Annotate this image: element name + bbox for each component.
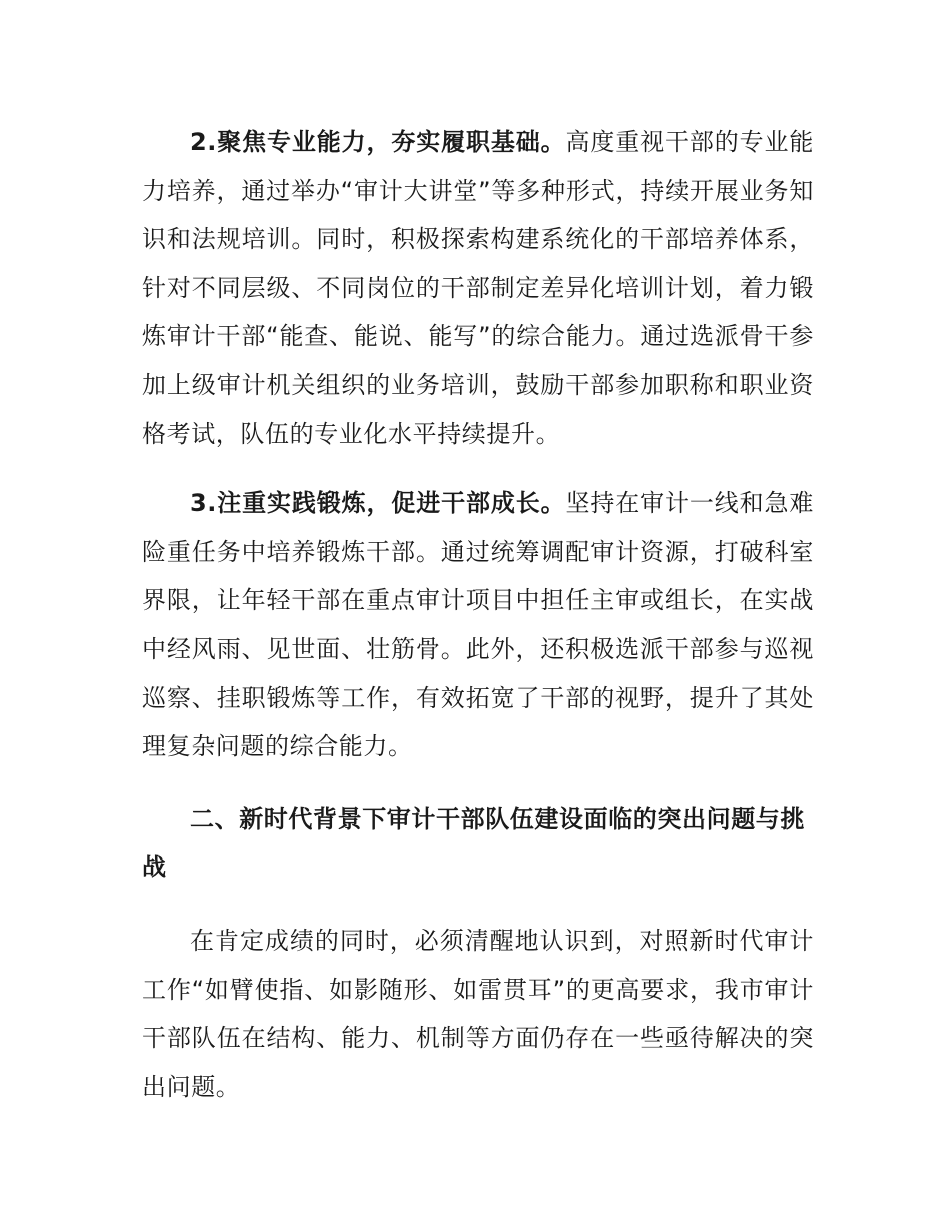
paragraph-professional-ability — [142, 118, 814, 458]
paragraph-body: 坚持在审计一线和急难险重任务中培养锻炼干部。通过统筹调配审计资源，打破科室界限，让年轻干部在重点审计项目中担任主审或组长，在实战中经风雨、见世面、壮筋骨。此外，还积极选派干部参与巡视巡察、挂职锻炼等工作，有效拓宽了干部的视野，提升了其处理复杂问题的综合能力。 — [142, 489, 814, 761]
section-heading: 二、新时代背景下审计干部队伍建设面临的突出问题与挑战 — [142, 804, 805, 882]
paragraph-closing: 在肯定成绩的同时，必须清醒地认识到，对照新时代审计工作“如臂使指、如影随形、如雷贯耳”的更高要求，我市审计干部队伍在结构、能力、机制等方面仍存在一些亟待解决的突出问题。 — [142, 926, 814, 1101]
paragraph-lead: 2.聚焦专业能力，夯实履职基础。 — [190, 128, 566, 156]
paragraph-body: 高度重视干部的专业能力培养，通过举办“审计大讲堂”等多种形式，持续开展业务知识和法规培训。同时，积极探索构建系统化的干部培养体系，针对不同层级、不同岗位的干部制定差异化培训计划，着力锻炼审计干部“能查、能说、能写”的综合能力。通过选派骨干参加上级审计机关组织的业务培训，鼓励干部参加职称和职业资格考试，队伍的专业化水平持续提升。 — [142, 128, 814, 448]
paragraph-practice-training — [142, 479, 814, 771]
paragraph-lead: 3.注重实践锻炼，促进干部成长。 — [190, 489, 566, 518]
document-page — [142, 118, 814, 1111]
